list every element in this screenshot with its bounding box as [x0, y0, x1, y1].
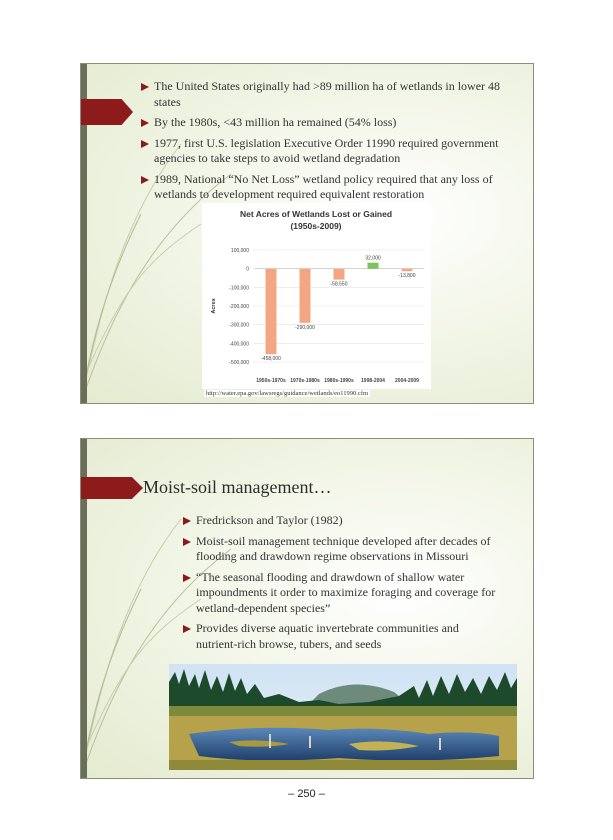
data-label: 32,000: [365, 255, 381, 262]
wetland-chart: [202, 203, 431, 389]
slide-wetland-loss: [80, 63, 534, 404]
x-tick-label: 2004-2009: [395, 378, 419, 384]
bullet-list: [183, 513, 498, 657]
list-item: Fredrickson and Taylor (1982): [183, 513, 498, 529]
data-label: -290,000: [295, 324, 315, 331]
chart-subtitle: (1950s-2009): [290, 221, 342, 231]
bullet-arrow-icon: [183, 517, 191, 525]
bullet-arrow-icon: [141, 176, 149, 184]
chart-bar: [402, 269, 413, 272]
chart-bar: [334, 269, 345, 280]
list-item: By the 1980s, <43 million ha remained (54% loss): [141, 115, 526, 131]
data-label: -13,800: [398, 273, 416, 280]
bullet-arrow-icon: [141, 83, 149, 91]
chart-bar: [266, 269, 277, 354]
chart-bar: [368, 263, 379, 269]
y-tick-label: -400,000: [229, 341, 249, 348]
bullet-arrow-icon: [183, 538, 191, 546]
page-number: – 250 –: [288, 788, 325, 800]
list-item: 1989, National “No Net Loss” wetland policy required that any loss of wetlands to development required equivalent restoration: [141, 172, 526, 203]
slide-moist-soil: [80, 438, 534, 779]
bullet-arrow-icon: [141, 119, 149, 127]
bullet-arrow-icon: [183, 574, 191, 582]
slide-title: Moist-soil management…: [143, 477, 332, 497]
list-item: Moist-soil management technique developed after decades of flooding and drawdown regime observations in Missouri: [183, 534, 498, 565]
y-tick-label: -200,000: [229, 304, 249, 310]
chart-canvas: [202, 203, 431, 389]
title-tab: [81, 477, 143, 499]
source-link[interactable]: http://water.epa.gov/lawsregs/guidance/wetlands/eo11990.cfm: [206, 390, 369, 397]
chart-bar: [300, 269, 311, 323]
x-tick-label: 1998-2004: [361, 378, 385, 384]
bullet-arrow-icon: [183, 625, 191, 633]
bullet-list: [141, 79, 526, 208]
y-axis-label: Acres: [211, 298, 217, 314]
x-tick-label: 1970s-1980s: [290, 378, 320, 384]
data-label: -58,550: [330, 281, 348, 288]
y-tick-label: 0: [246, 266, 249, 273]
y-tick-label: -300,000: [229, 322, 249, 329]
y-tick-label: -500,000: [229, 360, 249, 366]
wetland-photo: [169, 664, 517, 770]
list-item: Provides diverse aquatic invertebrate communities and nutrient-rich browse, tubers, and seeds: [183, 621, 498, 652]
x-tick-label: 1980s-1990s: [324, 378, 354, 384]
y-tick-label: 100,000: [230, 248, 249, 254]
x-tick-label: 1950s-1970s: [256, 378, 286, 384]
list-item: The United States originally had >89 million ha of wetlands in lower 48 states: [141, 79, 526, 110]
chart-title: Net Acres of Wetlands Lost or Gained: [239, 209, 393, 219]
y-tick-label: -100,000: [229, 285, 249, 292]
data-label: -458,000: [261, 356, 281, 363]
list-item: 1977, first U.S. legislation Executive Order 11990 required government agencies to take steps to avoid wetland degradation: [141, 136, 526, 167]
list-item: “The seasonal flooding and drawdown of shallow water impoundments it order to maximize foraging and coverage for wetland-dependent species”: [183, 570, 498, 617]
bullet-arrow-icon: [141, 140, 149, 148]
